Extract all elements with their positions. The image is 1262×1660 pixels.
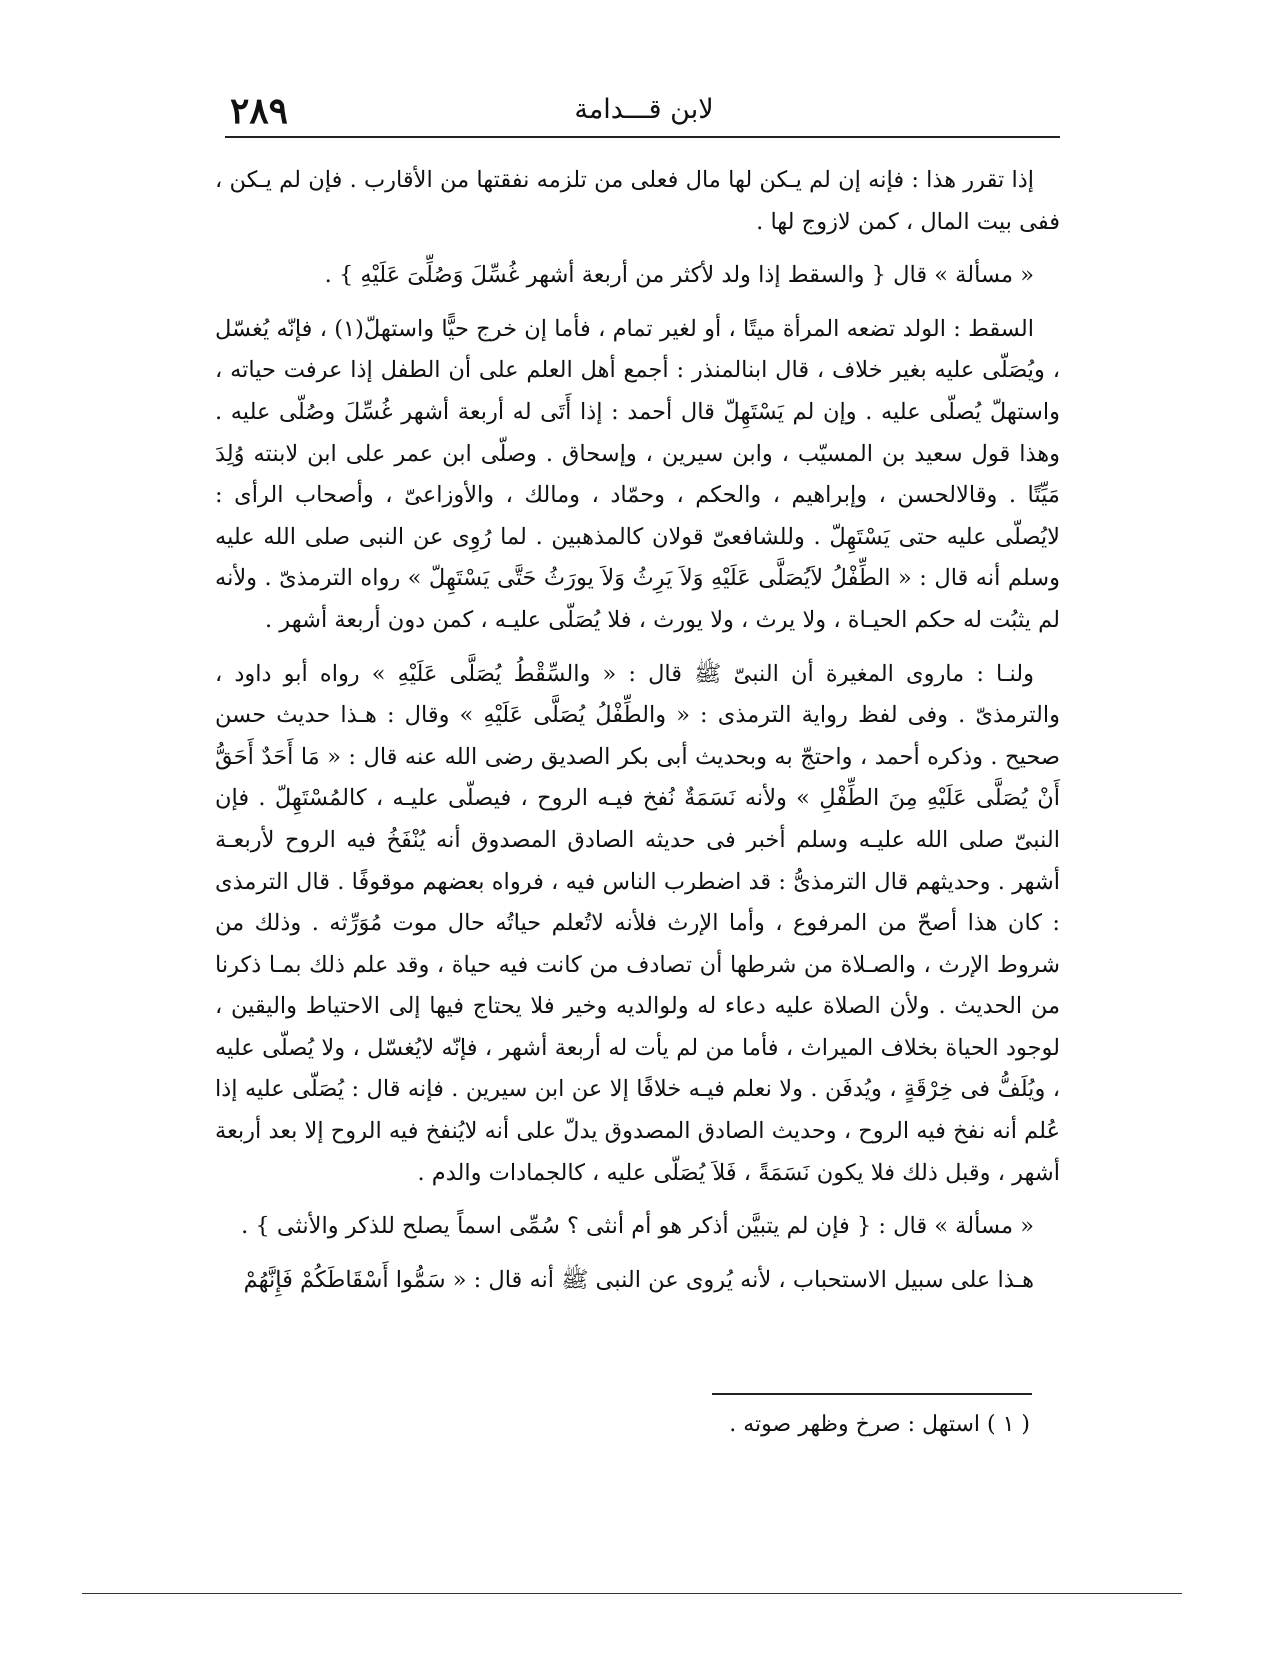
footnote-rule (712, 1393, 1032, 1395)
paragraph-2-masala: « مسألة » قال { والسقط إذا ولد لأكثر من أربعة أشهر غُسِّلَ وَصُلِّىَ عَلَيْهِ } . (324, 262, 1034, 289)
paragraph-5-masala: « مسألة » قال : { فإن لم يتبيَّن أذكر هو أم أنثى ؟ سُمِّى اسماً يصلح للذكر والأنثى } . (241, 1213, 1034, 1240)
page-number: ٢٨٩ (230, 90, 289, 132)
paragraph-6: هـذا على سبيل الاستحباب ، لأنه يُروى عن النبى ﷺ أنه قال : « سَمُّوا أَسْقَاطَكُمْ فَإِنَّهُمْ (243, 1266, 1034, 1293)
body-text (215, 160, 1060, 1301)
running-title: لابن قـــدامة (574, 94, 714, 125)
footnote: ( ١ ) استهل : صرخ وظهر صوته . (729, 1412, 1030, 1437)
page-header (230, 88, 1058, 138)
paragraph-4: ولنـا : ماروى المغيرة أن النبىّ ﷺ قال : « والسِّقْطُ يُصَلَّى عَلَيْهِ » رواه أبو داود ، والترمذىّ . وفى لفظ رواية الترمذى : « والطِّفْلُ يُصَلَّى عَلَيْهِ » وقال : هـذا حديث حسن صحيح . وذكره أحمد ، واحتجّ به وبحديث أبى بكر الصديق رضى الله عنه قال : « مَا أَحَدٌ أَحَقُّ أَنْ يُصَلَّى عَلَيْهِ مِنَ الطِّفْلِ » ولأنه نَسَمَةٌ نُفخ فيـه الروح ، فيصلّى عليـه ، كالمُسْتَهِلّ . فإن النبىّ صلى الله عليـه وسلم أخبر فى حديثه الصادق المصدوق أنه يُنْفَخُ فيه الروح لأربعـة أشهر . وحديثهم قال الترمذىُّ : قد اضطرب الناس فيه ، فرواه بعضهم موقوفًا . قال الترمذى : كان هذا أصحّ من المرفوع ، وأما الإرث فلأنه لاتُعلم حياتُه حال موت مُوَرِّثه . وذلك من شروط الإرث ، والصـلاة من شرطها أن تصادف من كانت فيه حياة ، وقد علم ذلك بمـا ذكرنا من الحديث . ولأن الصلاة عليه دعاء له ولوالديه وخير فلا يحتاج فيها إلى الاحتياط واليقين ، لوجود الحياة بخلاف الميراث ، فأما من لم يأت له أربعة أشهر ، فإنّه لايُغسّل ، ولا يُصلّى عليه ، ويُلَفُّ فى خِرْقَةٍ ، ويُدفَن . ولا نعلم فيـه خلافًا إلا عن ابن سيرين . فإنه قال : يُصَلّى عليه إذا عُلم أنه نفخ فيه الروح ، وحديث الصادق المصدوق يدلّ على أنه لايُنفخ فيه الروح إلا بعد أربعة أشهر ، وقبل ذلك فلا يكون نَسَمَةً ، فَلاَ يُصَلّى عليه ، كالجمادات والدم . (215, 660, 1060, 1186)
paragraph-1: إذا تقرر هذا : فإنه إن لم يـكن لها مال فعلى من تلزمه نفقتها من الأقارب . فإن لم يـكن ، ففى بيت المال ، كمن لازوج لها . (215, 167, 1060, 235)
paragraph-3: السقط : الولد تضعه المرأة ميتًا ، أو لغير تمام ، فأما إن خرج حيًّا واستهلّ(١) ، فإنّه يُغسّل ، ويُصَلّى عليه بغير خلاف ، قال ابنالمنذر : أجمع أهل العلم على أن الطفل إذا عرفت حياته ، واستهلّ يُصلّى عليه . وإن لم يَسْتَهِلّ قال أحمد : إذا أَتَى له أربعة أشهر غُسِّلَ وصُلّى عليه . وهذا قول سعيد بن المسيّب ، وابن سيرين ، وإسحاق . وصلّى ابن عمر على ابن لابنته وُلِدَ مَيِّتًا . وقالالحسن ، وإبراهيم ، والحكم ، وحمّاد ، ومالك ، والأوزاعىّ ، وأصحاب الرأى : لايُصلّى عليه حتى يَسْتَهِلّ . وللشافعىّ قولان كالمذهبين . لما رُوِى عن النبى صلى الله عليه وسلم أنه قال : « الطِّفْلُ لاَيُصَلَّى عَلَيْهِ وَلاَ يَرِثُ وَلاَ يورَثُ حَتَّى يَسْتَهِلّ » رواه الترمذىّ . ولأنه لم يثبُت له حكم الحيـاة ، ولا يرث ، ولا يورث ، فلا يُصَلّى عليـه ، كمن دون أربعة أشهر . (215, 315, 1060, 633)
bottom-rule (82, 1593, 1182, 1594)
header-rule (225, 136, 1060, 138)
